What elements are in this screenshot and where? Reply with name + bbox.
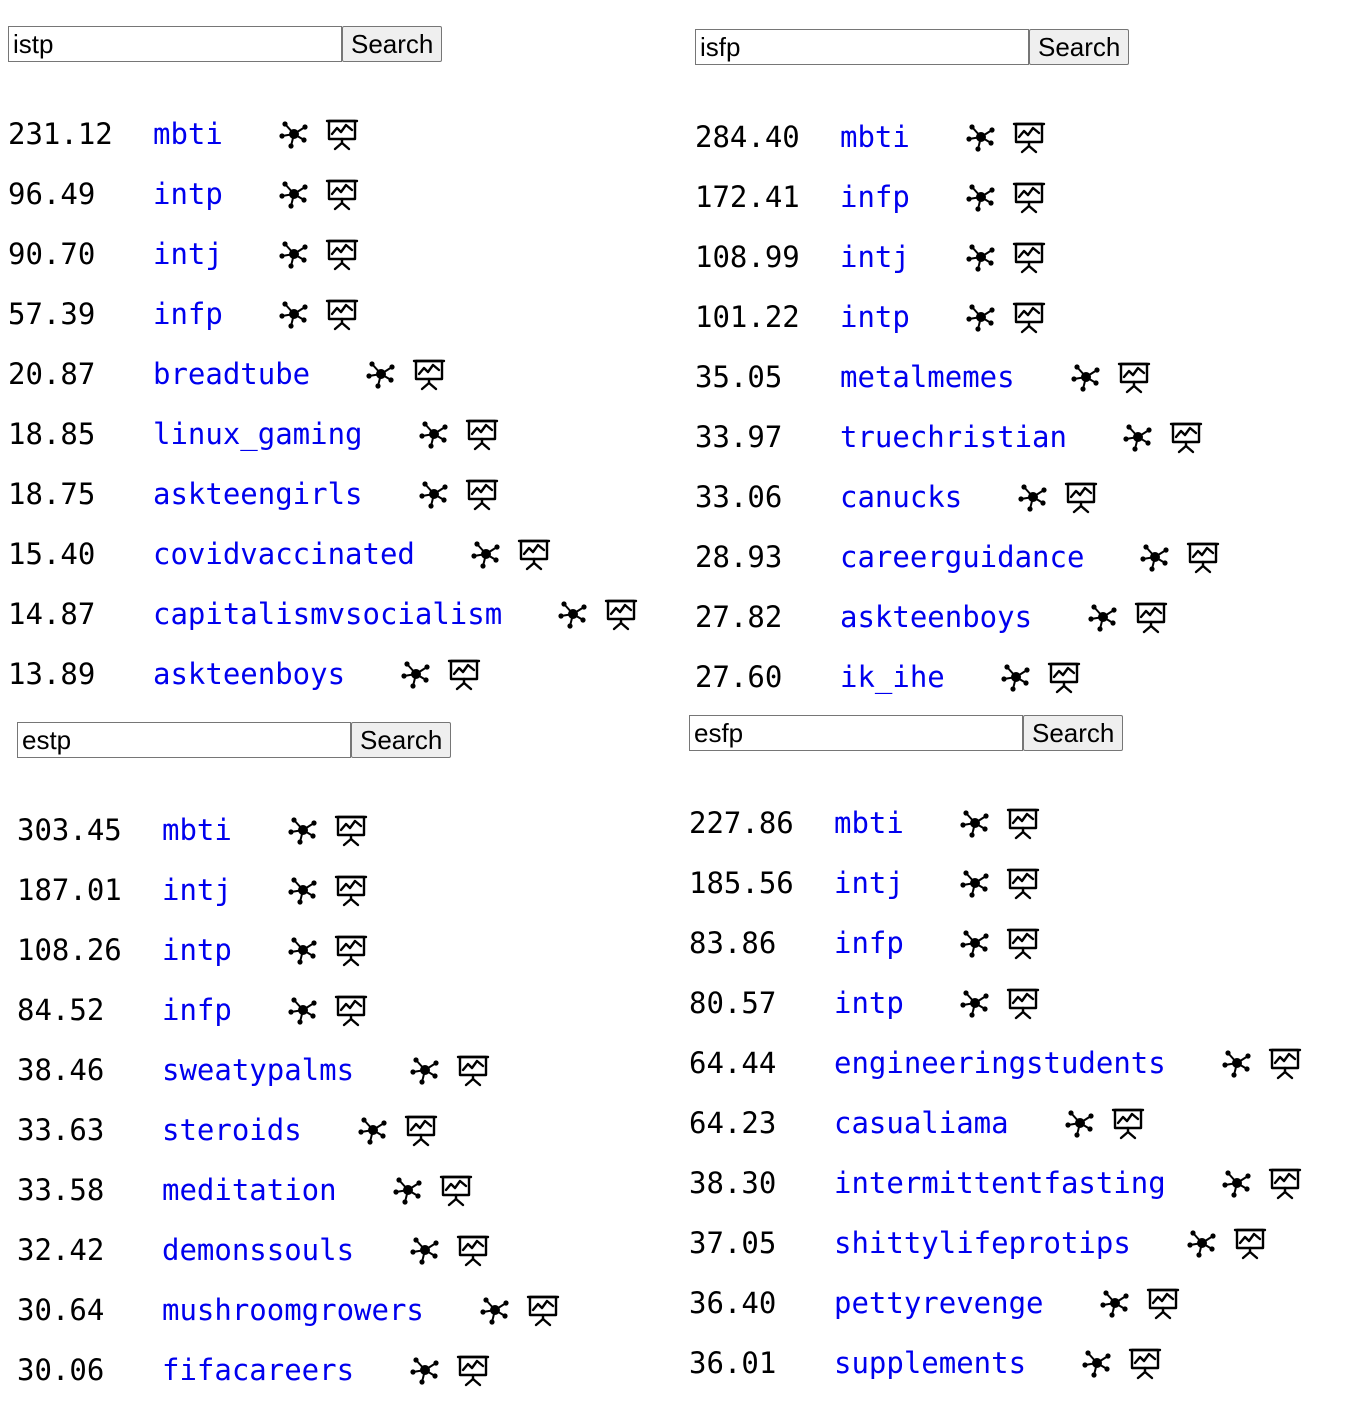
network-graph-icon[interactable]	[964, 120, 998, 154]
result-score: 18.85	[8, 417, 96, 451]
result-score: 13.89	[8, 657, 96, 691]
result-row	[695, 407, 1234, 467]
presentation-chart-icon[interactable]	[465, 477, 499, 511]
result-score: 28.93	[695, 540, 783, 574]
network-graph-icon[interactable]	[556, 597, 590, 631]
subreddit-link[interactable]: infp	[162, 993, 232, 1027]
network-graph-icon[interactable]	[469, 537, 503, 571]
presentation-chart-icon[interactable]	[517, 537, 551, 571]
result-row	[8, 404, 652, 464]
result-row	[689, 973, 1316, 1033]
result-row	[17, 1160, 574, 1220]
subreddit-link[interactable]: truechristian	[840, 420, 1067, 454]
result-row	[695, 527, 1234, 587]
network-graph-icon[interactable]	[286, 813, 320, 847]
result-score: 96.49	[8, 177, 96, 211]
presentation-chart-icon[interactable]	[1064, 480, 1098, 514]
result-score: 227.86	[689, 806, 794, 840]
presentation-chart-icon[interactable]	[1117, 360, 1151, 394]
presentation-chart-icon[interactable]	[456, 1233, 490, 1267]
subreddit-link[interactable]: mbti	[162, 813, 232, 847]
presentation-chart-icon[interactable]	[334, 813, 368, 847]
presentation-chart-icon[interactable]	[1047, 660, 1081, 694]
result-row	[689, 1153, 1316, 1213]
result-score: 27.82	[695, 600, 783, 634]
result-row	[17, 1100, 574, 1160]
result-score: 231.12	[8, 117, 113, 151]
subreddit-link[interactable]: intp	[840, 300, 910, 334]
results-list	[8, 104, 652, 704]
presentation-chart-icon[interactable]	[334, 993, 368, 1027]
result-score: 90.70	[8, 237, 96, 271]
network-graph-icon[interactable]	[277, 177, 311, 211]
subreddit-link[interactable]: infp	[153, 297, 223, 331]
presentation-chart-icon[interactable]	[1268, 1046, 1302, 1080]
result-score: 108.26	[17, 933, 122, 967]
results-list	[695, 107, 1234, 707]
presentation-chart-icon[interactable]	[334, 933, 368, 967]
result-row	[17, 920, 574, 980]
network-graph-icon[interactable]	[1016, 480, 1050, 514]
search-input[interactable]	[689, 715, 1023, 751]
network-graph-icon[interactable]	[958, 806, 992, 840]
network-graph-icon[interactable]	[958, 926, 992, 960]
presentation-chart-icon[interactable]	[465, 417, 499, 451]
presentation-chart-icon[interactable]	[456, 1353, 490, 1387]
result-score: 36.01	[689, 1346, 777, 1380]
presentation-chart-icon[interactable]	[1233, 1226, 1267, 1260]
presentation-chart-icon[interactable]	[1006, 986, 1040, 1020]
result-row	[689, 1273, 1316, 1333]
result-row	[695, 167, 1234, 227]
presentation-chart-icon[interactable]	[1006, 866, 1040, 900]
network-graph-icon[interactable]	[1121, 420, 1155, 454]
result-row	[695, 347, 1234, 407]
result-row	[17, 980, 574, 1040]
result-row	[689, 1333, 1316, 1393]
network-graph-icon[interactable]	[1098, 1286, 1132, 1320]
result-score: 32.42	[17, 1233, 105, 1267]
subreddit-link[interactable]: canucks	[840, 480, 963, 514]
result-score: 185.56	[689, 866, 794, 900]
result-score: 15.40	[8, 537, 96, 571]
subreddit-link[interactable]: supplements	[834, 1346, 1027, 1380]
subreddit-link[interactable]: mbti	[840, 120, 910, 154]
result-score: 35.05	[695, 360, 783, 394]
result-row	[689, 793, 1316, 853]
result-row	[17, 800, 574, 860]
network-graph-icon[interactable]	[286, 933, 320, 967]
network-graph-icon[interactable]	[408, 1233, 442, 1267]
network-graph-icon[interactable]	[408, 1353, 442, 1387]
result-row	[8, 524, 652, 584]
result-score: 64.23	[689, 1106, 777, 1140]
presentation-chart-icon[interactable]	[334, 873, 368, 907]
search-button[interactable]: Search	[1029, 29, 1129, 65]
network-graph-icon[interactable]	[391, 1173, 425, 1207]
search-input[interactable]	[695, 29, 1029, 65]
result-row	[17, 1340, 574, 1400]
network-graph-icon[interactable]	[286, 873, 320, 907]
result-score: 30.64	[17, 1293, 105, 1327]
network-graph-icon[interactable]	[1080, 1346, 1114, 1380]
result-row	[8, 344, 652, 404]
subreddit-link[interactable]: meditation	[162, 1173, 337, 1207]
result-row	[695, 107, 1234, 167]
results-list	[689, 793, 1316, 1393]
subreddit-link[interactable]: capitalismvsocialism	[153, 597, 503, 631]
result-score: 80.57	[689, 986, 777, 1020]
result-row	[8, 584, 652, 644]
result-score: 36.40	[689, 1286, 777, 1320]
presentation-chart-icon[interactable]	[526, 1293, 560, 1327]
subreddit-link[interactable]: mbti	[834, 806, 904, 840]
result-row	[8, 284, 652, 344]
result-row	[17, 1040, 574, 1100]
result-row	[8, 104, 652, 164]
result-score: 187.01	[17, 873, 122, 907]
network-graph-icon[interactable]	[964, 180, 998, 214]
result-score: 284.40	[695, 120, 800, 154]
presentation-chart-icon[interactable]	[325, 297, 359, 331]
subreddit-link[interactable]: sweatypalms	[162, 1053, 355, 1087]
network-graph-icon[interactable]	[958, 986, 992, 1020]
subreddit-link[interactable]: engineeringstudents	[834, 1046, 1166, 1080]
network-graph-icon[interactable]	[1220, 1046, 1254, 1080]
subreddit-link[interactable]: fifacareers	[162, 1353, 355, 1387]
search-button[interactable]: Search	[1023, 715, 1123, 751]
result-score: 27.60	[695, 660, 783, 694]
presentation-chart-icon[interactable]	[1186, 540, 1220, 574]
result-score: 33.58	[17, 1173, 105, 1207]
result-score: 38.46	[17, 1053, 105, 1087]
search-input[interactable]	[17, 722, 351, 758]
search-bar	[689, 715, 1316, 751]
presentation-chart-icon[interactable]	[412, 357, 446, 391]
presentation-chart-icon[interactable]	[325, 177, 359, 211]
result-row	[17, 1220, 574, 1280]
result-row	[689, 1213, 1316, 1273]
result-row	[17, 1280, 574, 1340]
result-row	[689, 853, 1316, 913]
result-row	[695, 647, 1234, 707]
result-score: 18.75	[8, 477, 96, 511]
subreddit-link[interactable]: intp	[153, 177, 223, 211]
network-graph-icon[interactable]	[417, 417, 451, 451]
presentation-chart-icon[interactable]	[1012, 180, 1046, 214]
result-score: 83.86	[689, 926, 777, 960]
result-row	[689, 1033, 1316, 1093]
result-row	[695, 227, 1234, 287]
presentation-chart-icon[interactable]	[447, 657, 481, 691]
result-score: 20.87	[8, 357, 96, 391]
subreddit-link[interactable]: intp	[834, 986, 904, 1020]
presentation-chart-icon[interactable]	[1268, 1166, 1302, 1200]
presentation-chart-icon[interactable]	[604, 597, 638, 631]
presentation-chart-icon[interactable]	[1146, 1286, 1180, 1320]
network-graph-icon[interactable]	[1086, 600, 1120, 634]
network-graph-icon[interactable]	[277, 297, 311, 331]
subreddit-link[interactable]: ik_ihe	[840, 660, 945, 694]
result-score: 101.22	[695, 300, 800, 334]
search-button[interactable]: Search	[342, 26, 442, 62]
subreddit-link[interactable]: linux_gaming	[153, 417, 363, 451]
presentation-chart-icon[interactable]	[1111, 1106, 1145, 1140]
subreddit-link[interactable]: pettyrevenge	[834, 1286, 1044, 1320]
subreddit-link[interactable]: intj	[162, 873, 232, 907]
network-graph-icon[interactable]	[364, 357, 398, 391]
result-score: 30.06	[17, 1353, 105, 1387]
result-row	[689, 1093, 1316, 1153]
results-list	[17, 800, 574, 1400]
network-graph-icon[interactable]	[478, 1293, 512, 1327]
subreddit-link[interactable]: infp	[840, 180, 910, 214]
search-panel-estp	[17, 722, 574, 1400]
network-graph-icon[interactable]	[964, 240, 998, 274]
presentation-chart-icon[interactable]	[404, 1113, 438, 1147]
search-bar	[695, 29, 1234, 65]
network-graph-icon[interactable]	[964, 300, 998, 334]
result-score: 14.87	[8, 597, 96, 631]
subreddit-link[interactable]: askteenboys	[840, 600, 1033, 634]
subreddit-link[interactable]: intj	[834, 866, 904, 900]
subreddit-link[interactable]: intj	[840, 240, 910, 274]
presentation-chart-icon[interactable]	[1128, 1346, 1162, 1380]
subreddit-link[interactable]: casualiama	[834, 1106, 1009, 1140]
network-graph-icon[interactable]	[408, 1053, 442, 1087]
result-row	[8, 644, 652, 704]
subreddit-link[interactable]: infp	[834, 926, 904, 960]
network-graph-icon[interactable]	[1063, 1106, 1097, 1140]
network-graph-icon[interactable]	[277, 117, 311, 151]
search-panel-istp	[8, 26, 652, 704]
presentation-chart-icon[interactable]	[1169, 420, 1203, 454]
network-graph-icon[interactable]	[356, 1113, 390, 1147]
result-row	[695, 467, 1234, 527]
result-score: 172.41	[695, 180, 800, 214]
subreddit-link[interactable]: steroids	[162, 1113, 302, 1147]
result-score: 33.06	[695, 480, 783, 514]
presentation-chart-icon[interactable]	[456, 1053, 490, 1087]
result-score: 57.39	[8, 297, 96, 331]
result-score: 108.99	[695, 240, 800, 274]
result-row	[689, 913, 1316, 973]
result-score: 64.44	[689, 1046, 777, 1080]
presentation-chart-icon[interactable]	[1134, 600, 1168, 634]
result-score: 38.30	[689, 1166, 777, 1200]
subreddit-link[interactable]: covidvaccinated	[153, 537, 415, 571]
subreddit-link[interactable]: shittylifeprotips	[834, 1226, 1131, 1260]
subreddit-link[interactable]: mbti	[153, 117, 223, 151]
network-graph-icon[interactable]	[286, 993, 320, 1027]
search-button[interactable]: Search	[351, 722, 451, 758]
result-score: 303.45	[17, 813, 122, 847]
result-row	[695, 587, 1234, 647]
presentation-chart-icon[interactable]	[439, 1173, 473, 1207]
subreddit-link[interactable]: intj	[153, 237, 223, 271]
result-row	[8, 464, 652, 524]
subreddit-link[interactable]: careerguidance	[840, 540, 1085, 574]
network-graph-icon[interactable]	[417, 477, 451, 511]
subreddit-link[interactable]: demonssouls	[162, 1233, 355, 1267]
network-graph-icon[interactable]	[399, 657, 433, 691]
result-score: 33.63	[17, 1113, 105, 1147]
presentation-chart-icon[interactable]	[325, 237, 359, 271]
search-bar	[17, 722, 574, 758]
result-row	[17, 860, 574, 920]
presentation-chart-icon[interactable]	[1006, 926, 1040, 960]
result-row	[8, 164, 652, 224]
subreddit-link[interactable]: askteengirls	[153, 477, 363, 511]
search-panel-esfp	[689, 715, 1316, 1393]
network-graph-icon[interactable]	[1185, 1226, 1219, 1260]
network-graph-icon[interactable]	[1069, 360, 1103, 394]
network-graph-icon[interactable]	[958, 866, 992, 900]
result-score: 33.97	[695, 420, 783, 454]
presentation-chart-icon[interactable]	[1012, 240, 1046, 274]
presentation-chart-icon[interactable]	[325, 117, 359, 151]
search-bar	[8, 26, 652, 62]
subreddit-link[interactable]: askteenboys	[153, 657, 346, 691]
result-row	[695, 287, 1234, 347]
presentation-chart-icon[interactable]	[1012, 120, 1046, 154]
subreddit-link[interactable]: intp	[162, 933, 232, 967]
subreddit-link[interactable]: intermittentfasting	[834, 1166, 1166, 1200]
result-score: 37.05	[689, 1226, 777, 1260]
subreddit-link[interactable]: metalmemes	[840, 360, 1015, 394]
presentation-chart-icon[interactable]	[1006, 806, 1040, 840]
search-input[interactable]	[8, 26, 342, 62]
result-row	[8, 224, 652, 284]
subreddit-link[interactable]: breadtube	[153, 357, 311, 391]
network-graph-icon[interactable]	[277, 237, 311, 271]
presentation-chart-icon[interactable]	[1012, 300, 1046, 334]
network-graph-icon[interactable]	[1138, 540, 1172, 574]
result-score: 84.52	[17, 993, 105, 1027]
network-graph-icon[interactable]	[1220, 1166, 1254, 1200]
search-panel-isfp	[695, 29, 1234, 707]
subreddit-link[interactable]: mushroomgrowers	[162, 1293, 424, 1327]
network-graph-icon[interactable]	[999, 660, 1033, 694]
